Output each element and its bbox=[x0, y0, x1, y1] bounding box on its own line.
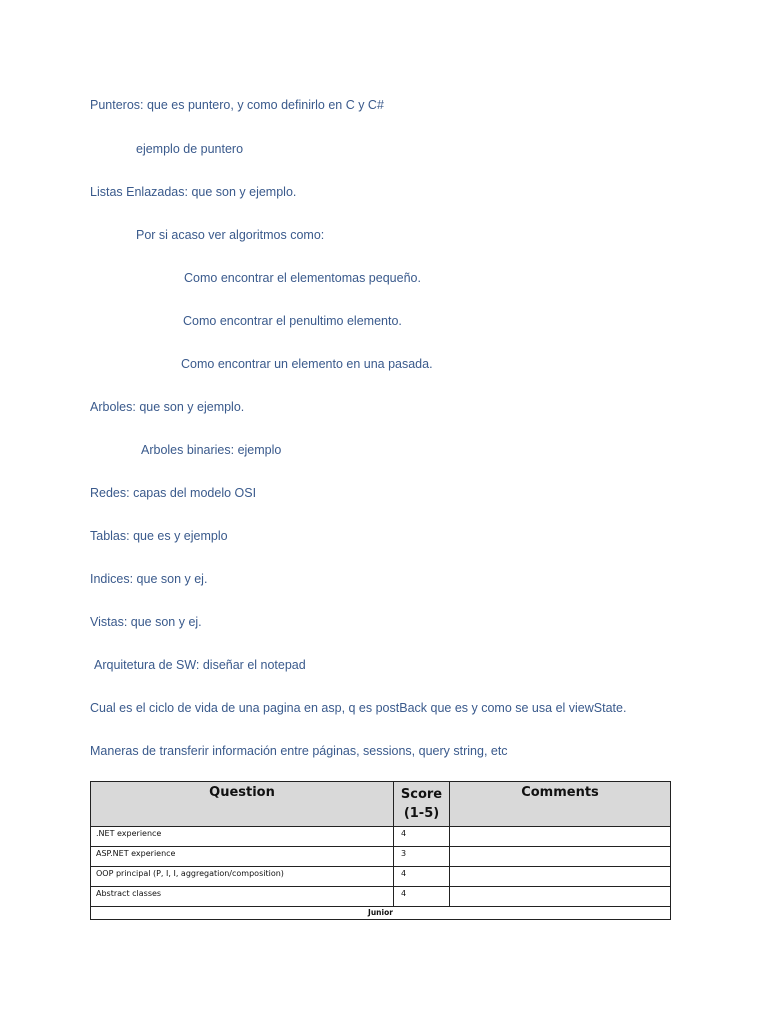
score-cell: 3 bbox=[394, 847, 450, 867]
text-line-ejemplo-puntero: ejemplo de puntero bbox=[136, 142, 244, 156]
text-line-arquitetura: Arquitetura de SW: diseñar el notepad bbox=[94, 658, 306, 672]
comments-cell bbox=[450, 867, 671, 887]
evaluation-table bbox=[90, 781, 671, 920]
text-line-una-pasada: Como encontrar un elemento en una pasada. bbox=[181, 357, 433, 371]
text-line-algoritmos: Por si acaso ver algoritmos como: bbox=[136, 228, 325, 242]
text-line-indices: Indices: que son y ej. bbox=[90, 572, 208, 586]
junior-section-label: Junior bbox=[91, 907, 671, 920]
score-cell: 4 bbox=[394, 887, 450, 907]
text-line-ciclo-de-vida: Cual es el ciclo de vida de una pagina en asp, q es postBack que es y como se usa el viewState. bbox=[90, 701, 627, 715]
text-line-vistas: Vistas: que son y ej. bbox=[90, 615, 202, 629]
table-row bbox=[91, 887, 671, 907]
question-cell: OOP principal (P, I, I, aggregation/composition) bbox=[91, 867, 394, 887]
text-line-elemento-pequeno: Como encontrar el elementomas pequeño. bbox=[184, 271, 421, 285]
table-row bbox=[91, 847, 671, 867]
score-header-label: Score bbox=[400, 787, 443, 802]
score-cell: 4 bbox=[394, 827, 450, 847]
text-line-penultimo: Como encontrar el penultimo elemento. bbox=[183, 314, 402, 328]
text-line-arboles: Arboles: que son y ejemplo. bbox=[90, 400, 245, 414]
table-footer-row bbox=[91, 907, 671, 920]
text-line-arboles-binaries: Arboles binaries: ejemplo bbox=[141, 443, 282, 457]
text-line-listas-enlazadas: Listas Enlazadas: que son y ejemplo. bbox=[90, 185, 297, 199]
table-row bbox=[91, 827, 671, 847]
comments-cell bbox=[450, 887, 671, 907]
question-cell: .NET experience bbox=[91, 827, 394, 847]
comments-cell bbox=[450, 847, 671, 867]
text-line-maneras-transferir: Maneras de transferir información entre páginas, sessions, query string, etc bbox=[90, 744, 508, 758]
comments-header: Comments bbox=[450, 782, 671, 827]
question-cell: ASP.NET experience bbox=[91, 847, 394, 867]
table-row bbox=[91, 867, 671, 887]
score-cell: 4 bbox=[394, 867, 450, 887]
question-cell: Abstract classes bbox=[91, 887, 394, 907]
text-line-punteros: Punteros: que es puntero, y como definirlo en C y C# bbox=[90, 98, 384, 112]
question-header: Question bbox=[91, 782, 394, 827]
text-line-tablas: Tablas: que es y ejemplo bbox=[90, 529, 228, 543]
table-header-row bbox=[91, 782, 671, 827]
comments-cell bbox=[450, 827, 671, 847]
score-header-range: (1-5) bbox=[403, 806, 440, 821]
text-line-redes: Redes: capas del modelo OSI bbox=[90, 486, 257, 500]
score-header bbox=[394, 782, 450, 827]
